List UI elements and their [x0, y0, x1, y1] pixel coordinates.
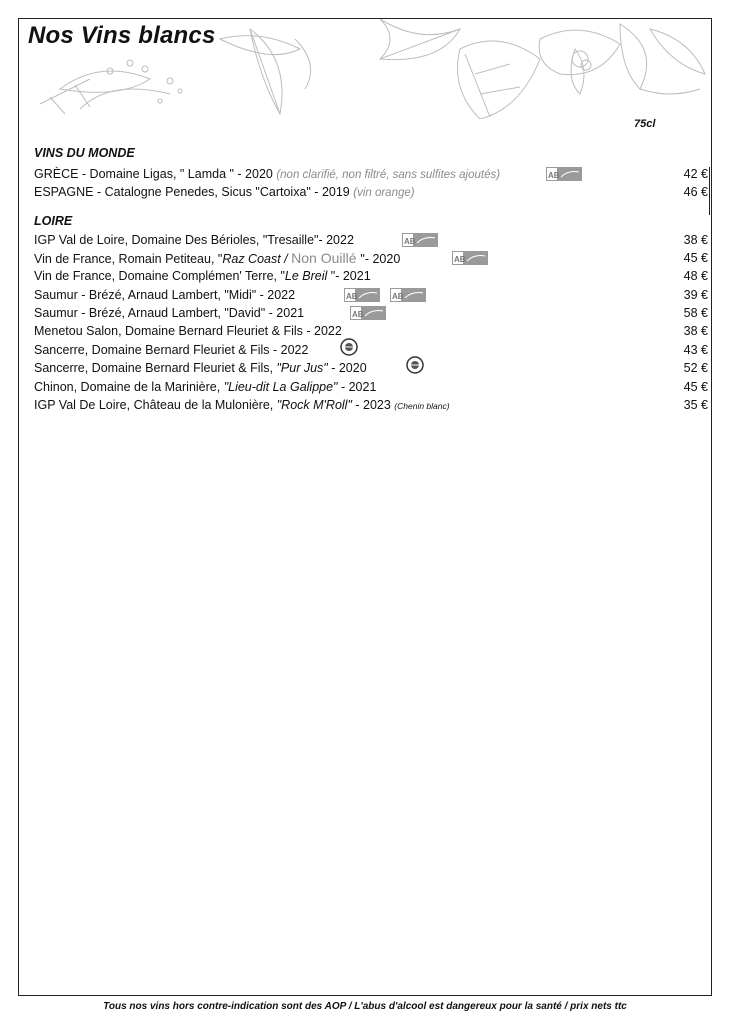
wine-price: 45 € — [683, 251, 708, 265]
wine-row — [34, 165, 708, 183]
section-title: LOIRE — [34, 214, 73, 228]
wine-name: IGP Val De Loire, Château de la Mulonière, "Rock M'Roll" - 2023 (Chenin blanc) — [34, 398, 450, 412]
wine-name: Saumur - Brézé, Arnaud Lambert, "Midi" - 2022 — [34, 288, 296, 302]
wine-price: 38 € — [683, 233, 708, 247]
wine-price: 46 € — [683, 185, 708, 199]
page-title: Nos Vins blancs — [28, 22, 216, 49]
wine-name: Vin de France, Domaine Complémen' Terre, "Le Breil "- 2021 — [34, 269, 371, 283]
wine-row — [34, 267, 708, 285]
wine-note: (vin orange) — [353, 187, 415, 199]
svg-text:AB: AB — [392, 292, 404, 301]
wine-name: Saumur - Brézé, Arnaud Lambert, "David" - 2021 — [34, 306, 305, 320]
wine-row — [34, 231, 708, 249]
wine-price: 45 € — [683, 380, 708, 394]
wine-name: Vin de France, Romain Petiteau, "Raz Coast / Non Ouillé "- 2020 — [34, 250, 401, 266]
wine-name: Chinon, Domaine de la Marinière, "Lieu-dit La Galippe" - 2021 — [34, 380, 377, 394]
wine-row — [34, 183, 708, 201]
wine-row — [34, 304, 708, 322]
biodyvin-badge-icon — [406, 355, 424, 380]
wine-name: Sancerre, Domaine Bernard Fleuriet & Fils - 2022 — [34, 343, 309, 357]
bottle-volume-label: 75cl — [634, 118, 656, 130]
section-title: VINS DU MONDE — [34, 146, 135, 160]
svg-text:AB: AB — [404, 237, 416, 246]
legal-footer: Tous nos vins hors contre-indication sont des AOP / L'abus d'alcool est dangereux pour la santé / prix nets ttc — [103, 1001, 627, 1012]
svg-text:AB: AB — [454, 255, 466, 264]
wine-price: 42 € — [683, 167, 708, 181]
wine-name: Sancerre, Domaine Bernard Fleuriet & Fils, "Pur Jus" - 2020 — [34, 361, 367, 375]
wine-name: GRÈCE - Domaine Ligas, " Lamda " - 2020 (non clarifié, non filtré, sans sulfites ajoutés) — [34, 167, 501, 181]
wine-row — [34, 341, 708, 359]
wine-price: 48 € — [683, 269, 708, 283]
wine-price: 38 € — [683, 324, 708, 338]
wine-note: (non clarifié, non filtré, sans sulfites ajoutés) — [276, 169, 501, 181]
wine-price: 58 € — [683, 306, 708, 320]
wine-price: 35 € — [683, 398, 708, 412]
wine-row — [34, 322, 708, 340]
margin-rule — [709, 167, 710, 215]
wine-row — [34, 359, 708, 377]
wine-name: IGP Val de Loire, Domaine Des Bérioles, "Tresaille"- 2022 — [34, 233, 354, 247]
wine-note: (Chenin blanc) — [394, 401, 450, 411]
wine-price: 52 € — [683, 361, 708, 375]
wine-name: ESPAGNE - Catalogne Penedes, Sicus "Cartoixa" - 2019 (vin orange) — [34, 185, 415, 199]
wine-row — [34, 378, 708, 396]
wine-price: 43 € — [683, 343, 708, 357]
wine-row — [34, 286, 708, 304]
svg-text:AB: AB — [346, 292, 358, 301]
svg-text:AB: AB — [352, 310, 364, 319]
wine-name: Menetou Salon, Domaine Bernard Fleuriet & Fils - 2022 — [34, 324, 342, 338]
wine-row — [34, 249, 708, 267]
wine-row — [34, 396, 708, 414]
svg-text:AB: AB — [548, 171, 560, 180]
wine-price: 39 € — [683, 288, 708, 302]
